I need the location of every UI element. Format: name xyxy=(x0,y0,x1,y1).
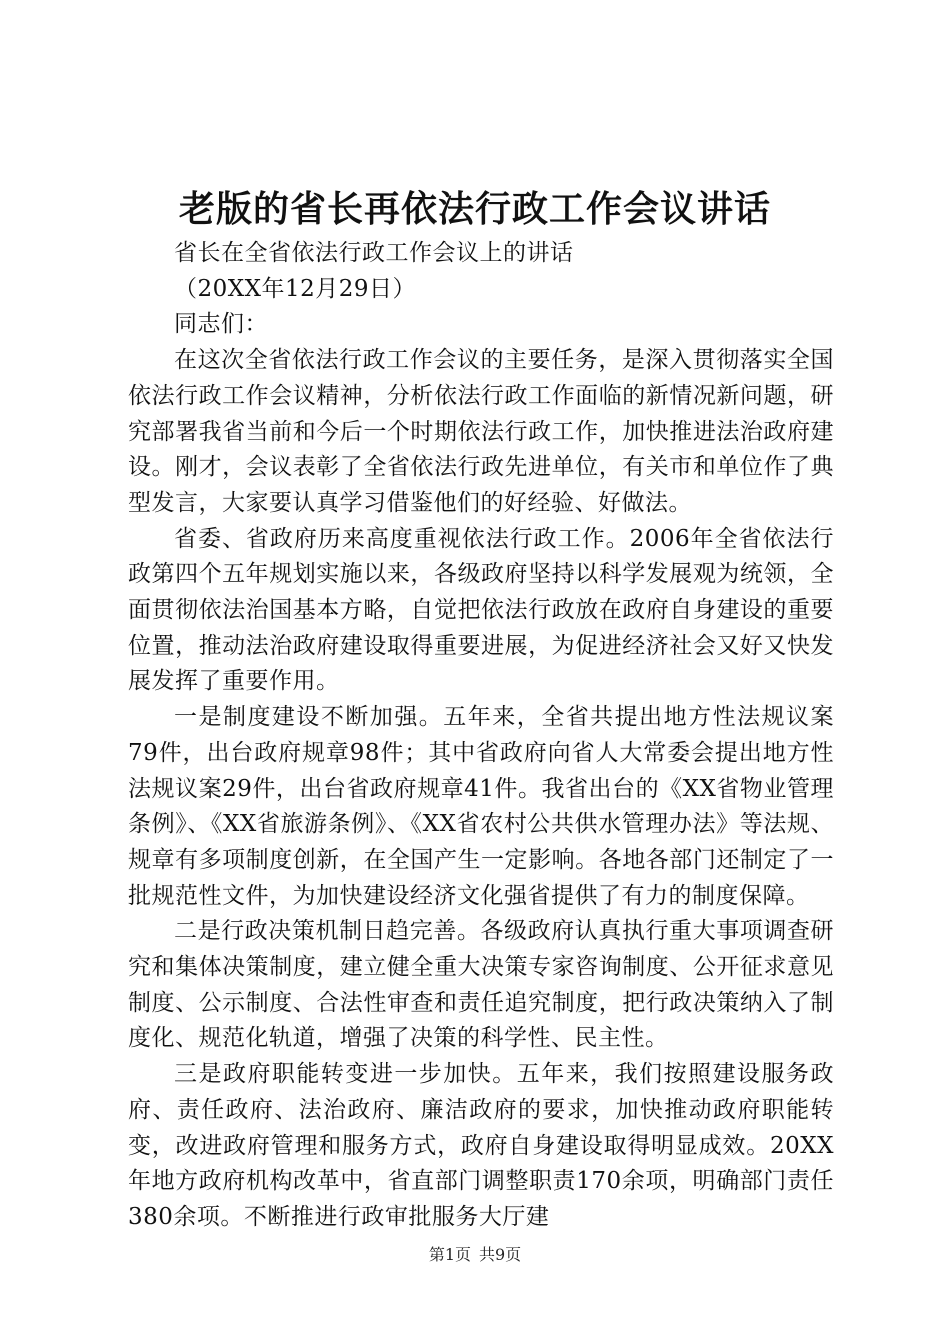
paragraph: 一是制度建设不断加强。五年来，全省共提出地方性法规议案79件，出台政府规章98件；其中省政府向省人大常委会提出地方性法规议案29件，出台省政府规章41件。我省出台的《XX省物业管理条例》、《XX省旅游条例》、《XX省农村公共供水管理办法》等法规、规章有多项制度创新，在全国产生一定影响。各地各部门还制定了一批规范性文件，为加快建设经济文化强省提供了有力的制度保障。 xyxy=(128,704,834,909)
paragraph: 在这次全省依法行政工作会议的主要任务，是深入贯彻落实全国依法行政工作会议精神，分析依法行政工作面临的新情况新问题，研究部署我省当前和今后一个时期依法行政工作，加快推进法治政府建设。刚才，会议表彰了全省依法行政先进单位，有关市和单位作了典型发言，大家要认真学习借鉴他们的好经验、好做法。 xyxy=(128,347,834,516)
paragraph: 二是行政决策机制日趋完善。各级政府认真执行重大事项调查研究和集体决策制度，建立健全重大决策专家咨询制度、公开征求意见制度、公示制度、合法性审查和责任追究制度，把行政决策纳入了制度化、规范化轨道，增强了决策的科学性、民主性。 xyxy=(128,918,834,1052)
page-footer xyxy=(0,1244,950,1266)
document-body xyxy=(128,236,834,1236)
speech-subtitle: 省长在全省依法行政工作会议上的讲话 xyxy=(174,240,574,266)
salutation: 同志们： xyxy=(174,311,268,338)
paragraph: 省委、省政府历来高度重视依法行政工作。2006年全省依法行政第四个五年规划实施以来，各级政府坚持以科学发展观为统领，全面贯彻依法治国基本方略，自觉把依法行政放在政府自身建设的重要位置，推动法治政府建设取得重要进展，为促进经济社会又好又快发展发挥了重要作用。 xyxy=(128,525,834,695)
speech-date: （20XX年12月29日） xyxy=(174,275,417,302)
document-title: 老版的省长再依法行政工作会议讲话 xyxy=(178,188,771,230)
paragraph: 三是政府职能转变进一步加快。五年来，我们按照建设服务政府、责任政府、法治政府、廉洁政府的要求，加快推动政府职能转变，改进政府管理和服务方式，政府自身建设取得明显成效。20XX年地方政府机构改革中，省直部门调整职责170余项，明确部门责任380余项。不断推进行政审批服务大厅建 xyxy=(128,1061,834,1230)
page-count: 共9页 xyxy=(479,1245,522,1264)
page-number: 第1页 xyxy=(428,1245,471,1264)
